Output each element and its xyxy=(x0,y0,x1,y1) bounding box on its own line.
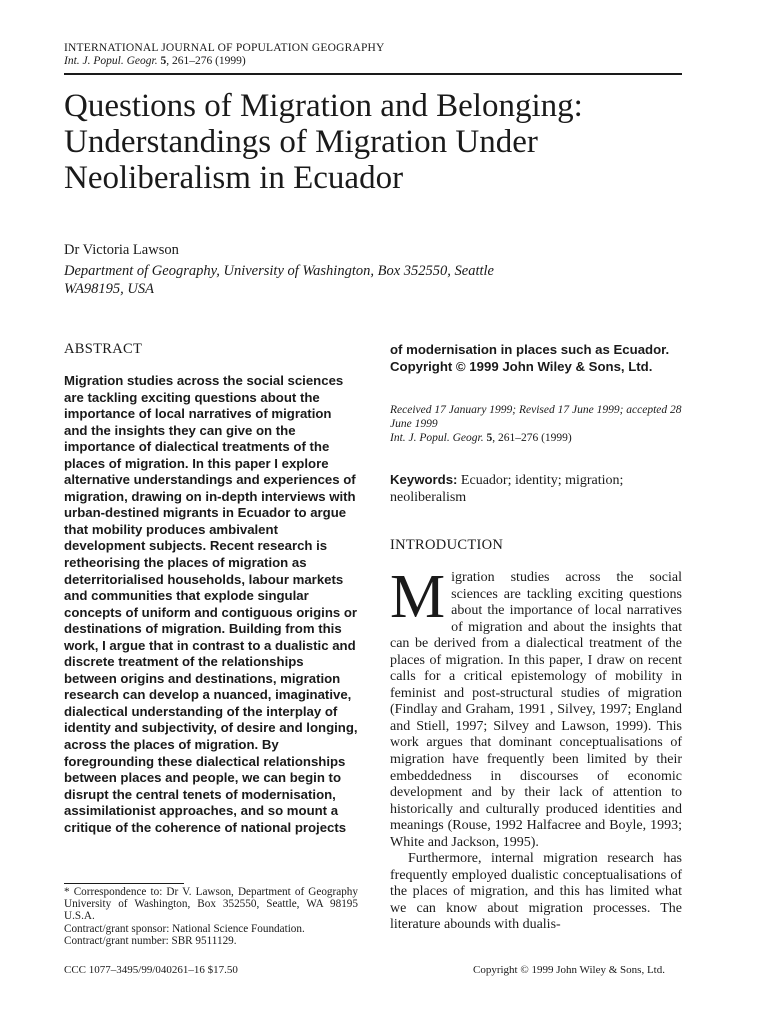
citation-line xyxy=(390,432,572,444)
footnote-rule xyxy=(64,883,184,884)
footer-copyright: Copyright © 1999 John Wiley & Sons, Ltd. xyxy=(473,964,665,976)
citation-abbrev: Int. J. Popul. Geogr. xyxy=(390,432,484,444)
keywords xyxy=(390,471,684,506)
journal-pages: , 261–276 (1999) xyxy=(166,55,246,67)
abstract-heading: ABSTRACT xyxy=(64,341,143,357)
keywords-label: Keywords: xyxy=(390,472,458,487)
footnote xyxy=(64,886,358,947)
article-title: Questions of Migration and Belonging: Understandings of Migration Under Neoliberalism in Ecuador xyxy=(64,88,583,196)
citation-volume: 5 xyxy=(486,432,493,444)
journal-volume: 5 xyxy=(160,55,167,67)
journal-abbrev: Int. J. Popul. Geogr. xyxy=(64,55,158,67)
introduction-heading: INTRODUCTION xyxy=(390,537,504,553)
author-name: Dr Victoria Lawson xyxy=(64,242,179,258)
journal-citation xyxy=(64,55,246,67)
abstract-text-continued: of modernisation in places such as Ecuador. Copyright © 1999 John Wiley & Sons, Ltd. xyxy=(390,342,670,374)
introduction-body xyxy=(390,563,682,934)
citation-pages: , 261–276 (1999) xyxy=(492,432,572,444)
drop-cap: M xyxy=(390,563,446,631)
footnote-correspondence: * Correspondence to: Dr V. Lawson, Department of Geography University of Washington, Box 352550, Seattle, WA 98195 U.S.A. xyxy=(64,886,358,923)
intro-paragraph-2: Furthermore, internal migration research has frequently employed dualistic conceptualisations of the places of migration, and this has limited what we can know about migration processes. The literature abounds with dualis- xyxy=(390,851,682,933)
header-rule xyxy=(64,73,682,75)
author-affiliation: Department of Geography, University of Washington, Box 352550, Seattle WA98195, USA xyxy=(64,263,494,297)
journal-name: INTERNATIONAL JOURNAL OF POPULATION GEOGRAPHY xyxy=(64,42,385,54)
received-dates: Received 17 January 1999; Revised 17 June 1999; accepted 28 June 1999 xyxy=(390,404,682,430)
keywords-value: Ecuador; identity; migration; neoliberalism xyxy=(390,473,624,505)
abstract-text: Migration studies across the social sciences are tackling exciting questions about the importance of local narratives of migration and the insights they can give on the importance of dialectical treatments of the places of migration. In this paper I explore alternative understandings and experiences of migration, drawing on in-depth interviews with urban-destined migrants in Ecuador to argue that mobility produces ambivalent development subjects. Recent research is retheorising the places of migration as deterritorialised households, labour markets and communities that explode singular concepts of uniform and contiguous origins or destinations of migration. Building from this work, I argue that in contrast to a dualistic and discrete treatment of the relationships between origins and destinations, migration research can develop a nuanced, imaginative, dialectical understanding of the interplay of identity and subjectivity, of desire and longing, across the places of migration. By foregrounding these dialectical relationships between places and people, we can begin to disrupt the central tenets of modernisation, assimilationist approaches, and so mount a critique of the coherence of national projects xyxy=(64,373,358,835)
ccc-code: CCC 1077–3495/99/040261–16 $17.50 xyxy=(64,964,238,976)
footnote-sponsor: Contract/grant sponsor: National Science Foundation. xyxy=(64,922,305,935)
intro-paragraph-1: igration studies across the social sciences are tackling exciting questions about the importance of local narratives of migration and about the insights that can be derived from a dialectical treatment of the places of migration. In this paper, I draw on recent calls for a critical epistemology of mobility in feminist and post-structural studies of migration (Findlay and Graham, 1991 , Silvey, 1997; England and Stiell, 1997; Silvey and Lawson, 1999). This work argues that dominant conceptualisations of migration have frequently been limited by their embeddedness in discourses of economic development and by their lack of attention to historically and culturally produced identities and meanings (Rouse, 1992 Halfacree and Boyle, 1993; White and Jackson, 1995). xyxy=(390,570,682,850)
footnote-grant-number: Contract/grant number: SBR 9511129. xyxy=(64,934,237,947)
